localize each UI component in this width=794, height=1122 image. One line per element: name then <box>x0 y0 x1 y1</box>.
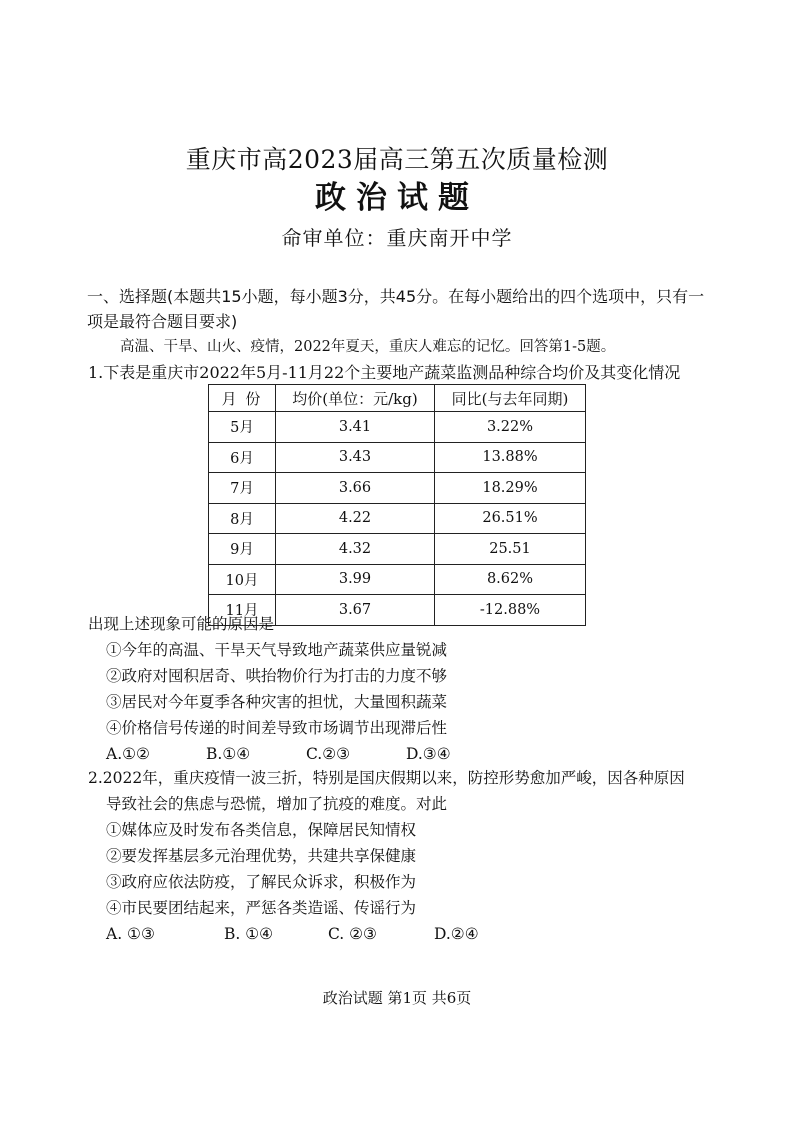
option-a[interactable]: A. ①③ <box>106 925 155 943</box>
cell-month: 7月 <box>209 473 276 504</box>
cell-month: 5月 <box>209 412 276 443</box>
table-header-row <box>209 385 586 412</box>
statement-3: ③政府应依法防疫，了解民众诉求，积极作为 <box>106 873 417 891</box>
table-row <box>209 503 586 534</box>
question-2-stem-line1: 2.2022年，重庆疫情一波三折，特别是国庆假期以来，防控形势愈加严峻，因各种原因 <box>88 769 685 787</box>
table-row <box>209 534 586 565</box>
cell-month: 10月 <box>209 564 276 595</box>
author-line: 命审单位：重庆南开中学 <box>281 226 513 250</box>
cell-price: 3.41 <box>276 412 435 443</box>
statement-2: ②政府对囤积居奇、哄抬物价行为打击的力度不够 <box>106 667 448 685</box>
statement-4: ④市民要团结起来，严惩各类造谣、传谣行为 <box>106 899 417 917</box>
cell-price: 3.43 <box>276 442 435 473</box>
subject-title: 政治试题 <box>315 180 479 216</box>
statement-3: ③居民对今年夏季各种灾害的担忧，大量囤积蔬菜 <box>106 693 448 711</box>
cell-yoy: 26.51% <box>435 503 586 534</box>
header-avg-price: 均价(单位：元/kg) <box>276 385 435 412</box>
answer-options <box>88 921 738 947</box>
option-b[interactable]: B. ①④ <box>224 925 274 943</box>
cell-yoy: -12.88% <box>435 595 586 626</box>
question-2-body <box>88 765 738 947</box>
price-table <box>208 384 586 626</box>
cell-yoy: 8.62% <box>435 564 586 595</box>
cell-yoy: 25.51 <box>435 534 586 565</box>
table-row <box>209 412 586 443</box>
table-row <box>209 564 586 595</box>
option-d[interactable]: D.②④ <box>434 925 479 943</box>
option-c[interactable]: C. ②③ <box>328 925 377 943</box>
page-footer: 政治试题 第1页 共6页 <box>322 989 472 1007</box>
statement-2: ②要发挥基层多元治理优势，共建共享保健康 <box>106 847 417 865</box>
table-row <box>209 473 586 504</box>
cell-yoy: 3.22% <box>435 412 586 443</box>
cell-yoy: 13.88% <box>435 442 586 473</box>
option-c[interactable]: C.②③ <box>306 745 351 763</box>
cell-month: 8月 <box>209 503 276 534</box>
cell-price: 4.22 <box>276 503 435 534</box>
cell-price: 3.99 <box>276 564 435 595</box>
header-yoy: 同比(与去年同期) <box>435 385 586 412</box>
cell-price: 3.66 <box>276 473 435 504</box>
cell-month: 11月 <box>209 595 276 626</box>
answer-options <box>88 741 738 767</box>
cell-price: 3.67 <box>276 595 435 626</box>
cell-month: 6月 <box>209 442 276 473</box>
option-a[interactable]: A.①② <box>106 745 150 763</box>
statement-4: ④价格信号传递的时间差导致市场调节出现滞后性 <box>106 719 448 737</box>
option-d[interactable]: D.③④ <box>406 745 451 763</box>
statement-1: ①媒体应及时发布各类信息，保障居民知情权 <box>106 821 417 839</box>
question-1-prompt: 出现上述现象可能的原因是 <box>88 615 275 633</box>
question-1-body <box>88 611 738 767</box>
question-1-stem: 1.下表是重庆市2022年5月-11月22个主要地产蔬菜监测品种综合均价及其变化情况 <box>88 363 681 382</box>
statement-1: ①今年的高温、干旱天气导致地产蔬菜供应量锐减 <box>106 641 448 659</box>
section-heading: 一、选择题(本题共15小题，每小题3分，共45分。在每小题给出的四个选项中，只有一项是最符合题目要求) <box>87 287 705 331</box>
cell-yoy: 18.29% <box>435 473 586 504</box>
section-intro: 高温、干旱、山火、疫情，2022年夏天，重庆人难忘的记忆。回答第1-5题。 <box>120 339 616 355</box>
cell-price: 4.32 <box>276 534 435 565</box>
exam-title: 重庆市高2023届高三第五次质量检测 <box>185 145 609 174</box>
cell-month: 9月 <box>209 534 276 565</box>
header-month: 月 份 <box>209 385 276 412</box>
question-2-stem-line2: 导致社会的焦虑与恐慌，增加了抗疫的难度。对此 <box>106 795 448 813</box>
option-b[interactable]: B.①④ <box>206 745 251 763</box>
table-row <box>209 442 586 473</box>
